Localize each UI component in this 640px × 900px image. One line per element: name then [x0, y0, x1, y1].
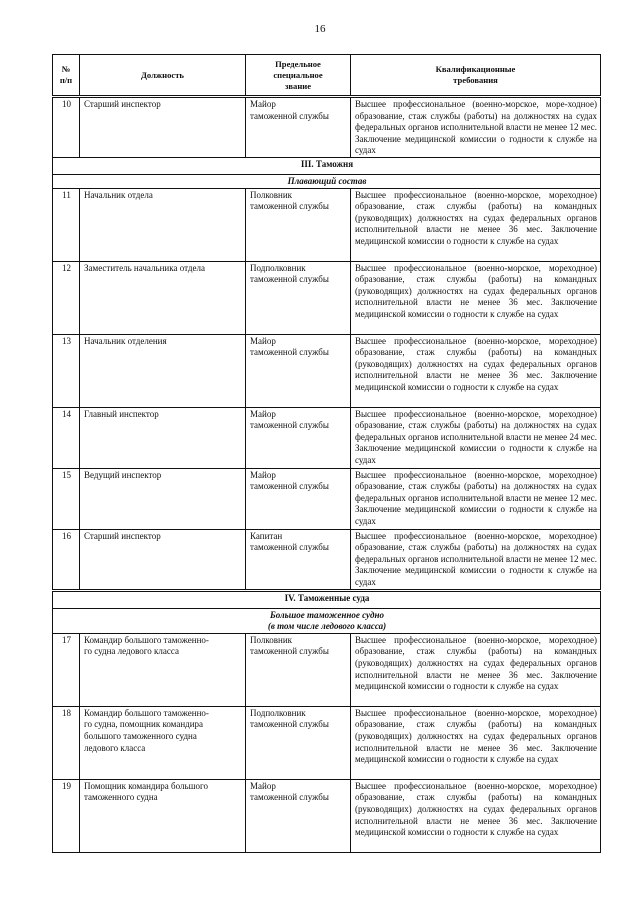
requirements-cell: Высшее профессиональное (военно-морское, мореходное) образование, стаж службы (работы) на командных (руководящих) должностях на судах федеральных органов исполнительной власти не менее 36 мес. Заключение медицинской комиссии о годности к службе на судах [351, 261, 601, 334]
requirements-cell: Высшее профессиональное (военно-морское, мореходное) образование, стаж службы (работы) на должностях на судах федеральных органов исполнительной власти не менее 12 мес. Заключение медицинской комиссии о годности к службе на судах [351, 529, 601, 590]
row-number: 16 [53, 529, 80, 590]
requirements-cell: Высшее профессиональное (военно-морское, мореходное) образование, стаж службы (работы) на командных (руководящих) должностях на судах федеральных органов исполнительной власти не менее 36 мес. Заключение медицинской комиссии о годности к службе на судах [351, 779, 601, 852]
row-number: 18 [53, 706, 80, 779]
section-title-customs-vessels: IV. Таможенные суда [53, 590, 601, 608]
table-row [53, 407, 601, 468]
section-title-customs: III. Таможня [53, 157, 601, 174]
row-number: 14 [53, 407, 80, 468]
section-row [53, 590, 601, 608]
rank-cell: Майор таможенной службы [246, 334, 351, 407]
rank-cell: Майор таможенной службы [246, 779, 351, 852]
table-row [53, 97, 601, 158]
table-row [53, 468, 601, 529]
row-number: 19 [53, 779, 80, 852]
row-number: 11 [53, 188, 80, 261]
position-cell: Главный инспектор [80, 407, 246, 468]
requirements-cell: Высшее профессиональное (военно-морское, мореходное) образование, стаж службы (работы) на должностях на судах федеральных органов исполнительной власти не менее 12 мес. Заключение медицинской комиссии о годности к службе на судах [351, 468, 601, 529]
table-row [53, 188, 601, 261]
requirements-cell: Высшее профессиональное (военно-морское, мореходное) образование, стаж службы (работы) на командных (руководящих) должностях на судах федеральных органов исполнительной власти не менее 36 мес. Заключение медицинской комиссии о годности к службе на судах [351, 706, 601, 779]
position-cell: Помощник командира большого таможенного судна [80, 779, 246, 852]
requirements-cell: Высшее профессиональное (военно-морское, мореходное) образование, стаж службы (работы) на командных (руководящих) должностях на судах федеральных органов исполнительной власти не менее 36 мес. Заключение медицинской комиссии о годности к службе на судах [351, 334, 601, 407]
table-row [53, 706, 601, 779]
row-number: 10 [53, 97, 80, 158]
header-requirements: Квалификационные требования [351, 55, 601, 97]
requirements-cell: Высшее профессиональное (военно-морское, мореходное) образование, стаж службы (работы) на командных (руководящих) должностях на судах федеральных органов исполнительной власти не менее 36 мес. Заключение медицинской комиссии о годности к службе на судах [351, 633, 601, 706]
rank-cell: Майор таможенной службы [246, 97, 351, 158]
page-number: 16 [314, 23, 326, 35]
rank-cell: Полковник таможенной службы [246, 633, 351, 706]
position-cell: Командир большого таможенно- го судна ледового класса [80, 633, 246, 706]
table-row [53, 529, 601, 590]
table-header-row [53, 55, 601, 97]
rank-cell: Подполковник таможенной службы [246, 261, 351, 334]
subsection-row [53, 608, 601, 633]
header-rank: Предельное специальное звание [246, 55, 351, 97]
rank-cell: Полковник таможенной службы [246, 188, 351, 261]
position-cell: Заместитель начальника отдела [80, 261, 246, 334]
row-number: 13 [53, 334, 80, 407]
table-row [53, 779, 601, 852]
requirements-cell: Высшее профессиональное (военно-морское, море-ходное) образование, стаж службы (работы) на должностях на судах федеральных органов исполнительной власти не менее 12 мес. Заключение медицинской комиссии о годности к службе на судах [351, 97, 601, 158]
position-cell: Старший инспектор [80, 97, 246, 158]
requirements-cell: Высшее профессиональное (военно-морское, мореходное) образование, стаж службы (работы) на должностях на судах федеральных органов исполнительной власти не менее 24 мес. Заключение медицинской комиссии о годности к службе на судах [351, 407, 601, 468]
rank-cell: Капитан таможенной службы [246, 529, 351, 590]
row-number: 15 [53, 468, 80, 529]
subsection-title-large-vessel: Большое таможенное судно (в том числе ледового класса) [53, 608, 601, 633]
row-number: 12 [53, 261, 80, 334]
position-cell: Ведущий инспектор [80, 468, 246, 529]
position-cell: Начальник отделения [80, 334, 246, 407]
position-cell: Командир большого таможенно- го судна, помощник командира большого таможенного судна ледового класса [80, 706, 246, 779]
row-number: 17 [53, 633, 80, 706]
rank-cell: Майор таможенной службы [246, 468, 351, 529]
table-row [53, 334, 601, 407]
table-row [53, 261, 601, 334]
subsection-title-floating-staff: Плавающий состав [53, 174, 601, 188]
table-row [53, 633, 601, 706]
rank-cell: Майор таможенной службы [246, 407, 351, 468]
position-cell: Старший инспектор [80, 529, 246, 590]
section-row [53, 157, 601, 174]
position-cell: Начальник отдела [80, 188, 246, 261]
header-num: № п/п [53, 55, 80, 97]
header-position: Должность [80, 55, 246, 97]
positions-table [52, 54, 601, 853]
rank-cell: Подполковник таможенной службы [246, 706, 351, 779]
subsection-row [53, 174, 601, 188]
requirements-cell: Высшее профессиональное (военно-морское, мореходное) образование, стаж службы (работы) на командных (руководящих) должностях на судах федеральных органов исполнительной власти не менее 36 мес. Заключение медицинской комиссии о годности к службе на судах [351, 188, 601, 261]
